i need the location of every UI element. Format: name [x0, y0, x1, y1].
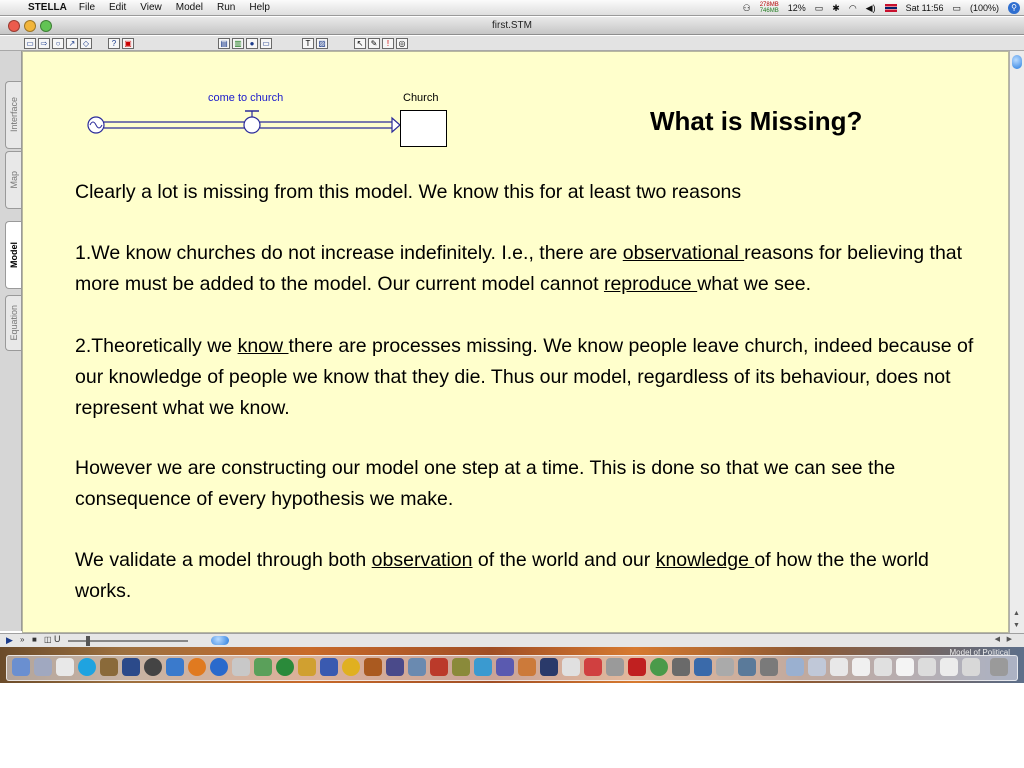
spotlight-icon[interactable]: ⚲	[1008, 2, 1020, 14]
slide-heading: What is Missing?	[650, 106, 863, 136]
dock	[0, 647, 1024, 683]
underlined-observation: observation	[371, 549, 473, 571]
stock-label[interactable]: Church	[403, 92, 439, 104]
firefox-icon[interactable]	[188, 658, 206, 676]
menu-help[interactable]: Help	[249, 2, 270, 13]
menu-file[interactable]: File	[78, 2, 96, 13]
cloud-source-icon[interactable]	[88, 117, 104, 133]
minimized-window-6[interactable]	[940, 658, 958, 676]
bluetooth-icon[interactable]: ✱	[832, 2, 840, 13]
bottom-control-bar	[0, 633, 1024, 647]
dock-caption: Model of Political	[949, 648, 1010, 657]
underlined-reproduce: reproduce	[603, 273, 698, 295]
fast-forward-icon[interactable]: »	[20, 635, 25, 644]
paragraph-validation	[75, 545, 975, 607]
tab-model-label: Model	[8, 242, 19, 268]
minimized-window-3[interactable]	[874, 658, 892, 676]
app-icon-6[interactable]	[122, 658, 140, 676]
menu-bar	[0, 0, 1024, 16]
volume-icon[interactable]: ◀)	[865, 2, 876, 13]
flag-icon[interactable]	[885, 4, 897, 12]
decision-tool-icon[interactable]: ◇	[80, 38, 92, 49]
app-icon-33[interactable]	[716, 658, 734, 676]
app-icon-27[interactable]	[584, 658, 602, 676]
menu-view[interactable]: View	[140, 2, 162, 13]
flow-valve-icon[interactable]	[244, 111, 260, 133]
underlined-know: know	[237, 335, 289, 357]
documents-icon[interactable]	[808, 658, 826, 676]
church-stock[interactable]	[400, 110, 447, 147]
scroll-left-arrow-icon[interactable]: ◀	[994, 636, 1000, 643]
tab-equation-label: Equation	[8, 305, 19, 341]
tab-equation[interactable]	[5, 295, 21, 351]
menu-extras	[743, 0, 1020, 16]
safari-icon[interactable]	[210, 658, 228, 676]
folder-icon[interactable]	[786, 658, 804, 676]
approach-text: However we are constructing our model one step at a time. This is done so that we can see the consequence of every hypothesis we make.	[75, 457, 896, 510]
skype-icon[interactable]	[78, 658, 96, 676]
paragraph-reason-2	[75, 331, 975, 424]
app-icon-11[interactable]	[232, 658, 250, 676]
app-icon-34[interactable]	[738, 658, 756, 676]
reason-1-text-a: 1.We know churches do not increase indefinitely. I.e., there are	[75, 242, 623, 264]
app-icon-28[interactable]	[606, 658, 624, 676]
paragraph-intro	[75, 177, 975, 208]
window-title-bar[interactable]	[0, 17, 1024, 35]
memory-monitor	[760, 2, 779, 14]
horizontal-scroll-thumb[interactable]	[211, 636, 229, 645]
vertical-scroll-thumb[interactable]	[1012, 55, 1022, 69]
app-icon-16[interactable]	[342, 658, 360, 676]
underlined-observational: observational	[622, 242, 745, 264]
app-icon-5[interactable]	[100, 658, 118, 676]
graph-tool-icon[interactable]: ▤	[218, 38, 230, 49]
display-icon[interactable]: ▭	[814, 2, 824, 13]
battery-icon[interactable]: ▭	[952, 2, 961, 13]
flow-tool-icon[interactable]: ⇨	[38, 38, 50, 49]
menu-model[interactable]: Model	[175, 2, 203, 13]
memory-used: 278MB	[759, 2, 779, 8]
reason-1-text-c: what we see.	[697, 273, 811, 295]
unit-icon[interactable]: U	[54, 634, 61, 644]
stock-tool-icon[interactable]: ▭	[24, 38, 36, 49]
app-icon-29[interactable]	[628, 658, 646, 676]
tab-model[interactable]	[5, 221, 21, 289]
vpn-icon[interactable]	[254, 658, 272, 676]
pause-icon[interactable]: ◫	[44, 635, 52, 644]
app-icon-32[interactable]	[694, 658, 712, 676]
calendar-icon[interactable]	[56, 658, 74, 676]
dynamite-tool-icon[interactable]: !	[382, 38, 394, 49]
mail-icon[interactable]	[34, 658, 52, 676]
paintbrush-tool-icon[interactable]: ✎	[368, 38, 380, 49]
tool-palette	[0, 36, 1024, 51]
app-icon-19[interactable]	[408, 658, 426, 676]
menu-edit[interactable]: Edit	[109, 2, 127, 13]
clock[interactable]: Sat 11:56	[905, 3, 944, 13]
button-tool-icon[interactable]: ●	[246, 38, 258, 49]
help-tool-icon[interactable]: ?	[108, 38, 120, 49]
scroll-right-arrow-icon[interactable]: ▶	[1006, 636, 1012, 643]
window-title: first.STM	[492, 20, 532, 31]
app-icon-26[interactable]	[562, 658, 580, 676]
scroll-down-arrow-icon[interactable]: ▼	[1013, 622, 1020, 629]
app-icon-15[interactable]	[320, 658, 338, 676]
app-icon-22[interactable]	[474, 658, 492, 676]
tab-interface[interactable]	[5, 81, 21, 149]
ghost-tool-icon[interactable]: ◎	[396, 38, 408, 49]
paragraph-reason-1	[75, 238, 975, 300]
validation-text-a: We validate a model through both	[75, 549, 372, 571]
app-icon-30[interactable]	[650, 658, 668, 676]
tab-map[interactable]	[5, 151, 21, 209]
tab-interface-label: Interface	[8, 97, 19, 133]
network-icon[interactable]: ⚇	[742, 2, 751, 13]
intro-text: Clearly a lot is missing from this model. We know this for at least two reasons	[75, 181, 742, 203]
finder-icon[interactable]	[12, 658, 30, 676]
vertical-scrollbar[interactable]	[1009, 51, 1024, 633]
app-icon-17[interactable]	[364, 658, 382, 676]
speed-slider-handle[interactable]	[86, 636, 90, 646]
pointer-tool-icon[interactable]: ↖	[354, 38, 366, 49]
app-icon-35[interactable]	[760, 658, 778, 676]
scroll-up-arrow-icon[interactable]: ▲	[1013, 610, 1020, 617]
app-icon-18[interactable]	[386, 658, 404, 676]
stop-icon[interactable]: ■	[32, 635, 37, 644]
wifi-icon[interactable]: ◠	[848, 2, 857, 13]
validation-text-c: of how the the world works.	[75, 549, 929, 602]
flow-diagram	[80, 105, 410, 145]
layer-tabs	[0, 51, 22, 631]
app-icon-31[interactable]	[672, 658, 690, 676]
cpu-monitor: 12%	[787, 3, 806, 13]
app-icon-13[interactable]	[276, 658, 294, 676]
record-tool-icon[interactable]: ▣	[122, 38, 134, 49]
app-name-menu[interactable]: STELLA	[28, 2, 67, 13]
underlined-knowledge: knowledge	[655, 549, 755, 571]
slider-tool-icon[interactable]: ▭	[260, 38, 272, 49]
app-icon-7[interactable]	[144, 658, 162, 676]
battery-percent: (100%)	[969, 3, 999, 13]
tab-map-label: Map	[8, 171, 19, 189]
minimized-window-5[interactable]	[918, 658, 936, 676]
app-icon-24[interactable]	[518, 658, 536, 676]
flow-label[interactable]: come to church	[208, 92, 284, 104]
converter-tool-icon[interactable]: ○	[52, 38, 64, 49]
app-icon-20[interactable]	[430, 658, 448, 676]
reason-2-text-a: 2.Theoretically we	[75, 335, 238, 357]
run-play-icon[interactable]: ▶	[6, 635, 13, 645]
paragraph-approach	[75, 453, 975, 515]
app-icon-8[interactable]	[166, 658, 184, 676]
app-icon-21[interactable]	[452, 658, 470, 676]
minimized-window-7[interactable]	[962, 658, 980, 676]
table-tool-icon[interactable]: ▥	[232, 38, 244, 49]
minimized-window-1[interactable]	[830, 658, 848, 676]
trash-icon[interactable]	[990, 658, 1008, 676]
menu-run[interactable]: Run	[217, 2, 236, 13]
app-icon-25[interactable]	[540, 658, 558, 676]
app-icon-14[interactable]	[298, 658, 316, 676]
minimized-window-4[interactable]	[896, 658, 914, 676]
minimized-window-2[interactable]	[852, 658, 870, 676]
text-tool-icon[interactable]: T	[302, 38, 314, 49]
reason-2-text-b: there are processes missing. We know people leave church, indeed because of our knowledge of people we know that they die. Thus our model, regardless of its behaviour, does not represent what we know.	[75, 335, 974, 419]
validation-text-b: of the world and our	[472, 549, 656, 571]
connector-tool-icon[interactable]: ↗	[66, 38, 78, 49]
reason-1-text-b: reasons for believing that more must be added to the model. Our current model cannot	[75, 242, 963, 295]
app-icon-23[interactable]	[496, 658, 514, 676]
memory-free: 746MB	[759, 8, 779, 14]
picture-tool-icon[interactable]: ▨	[316, 38, 328, 49]
